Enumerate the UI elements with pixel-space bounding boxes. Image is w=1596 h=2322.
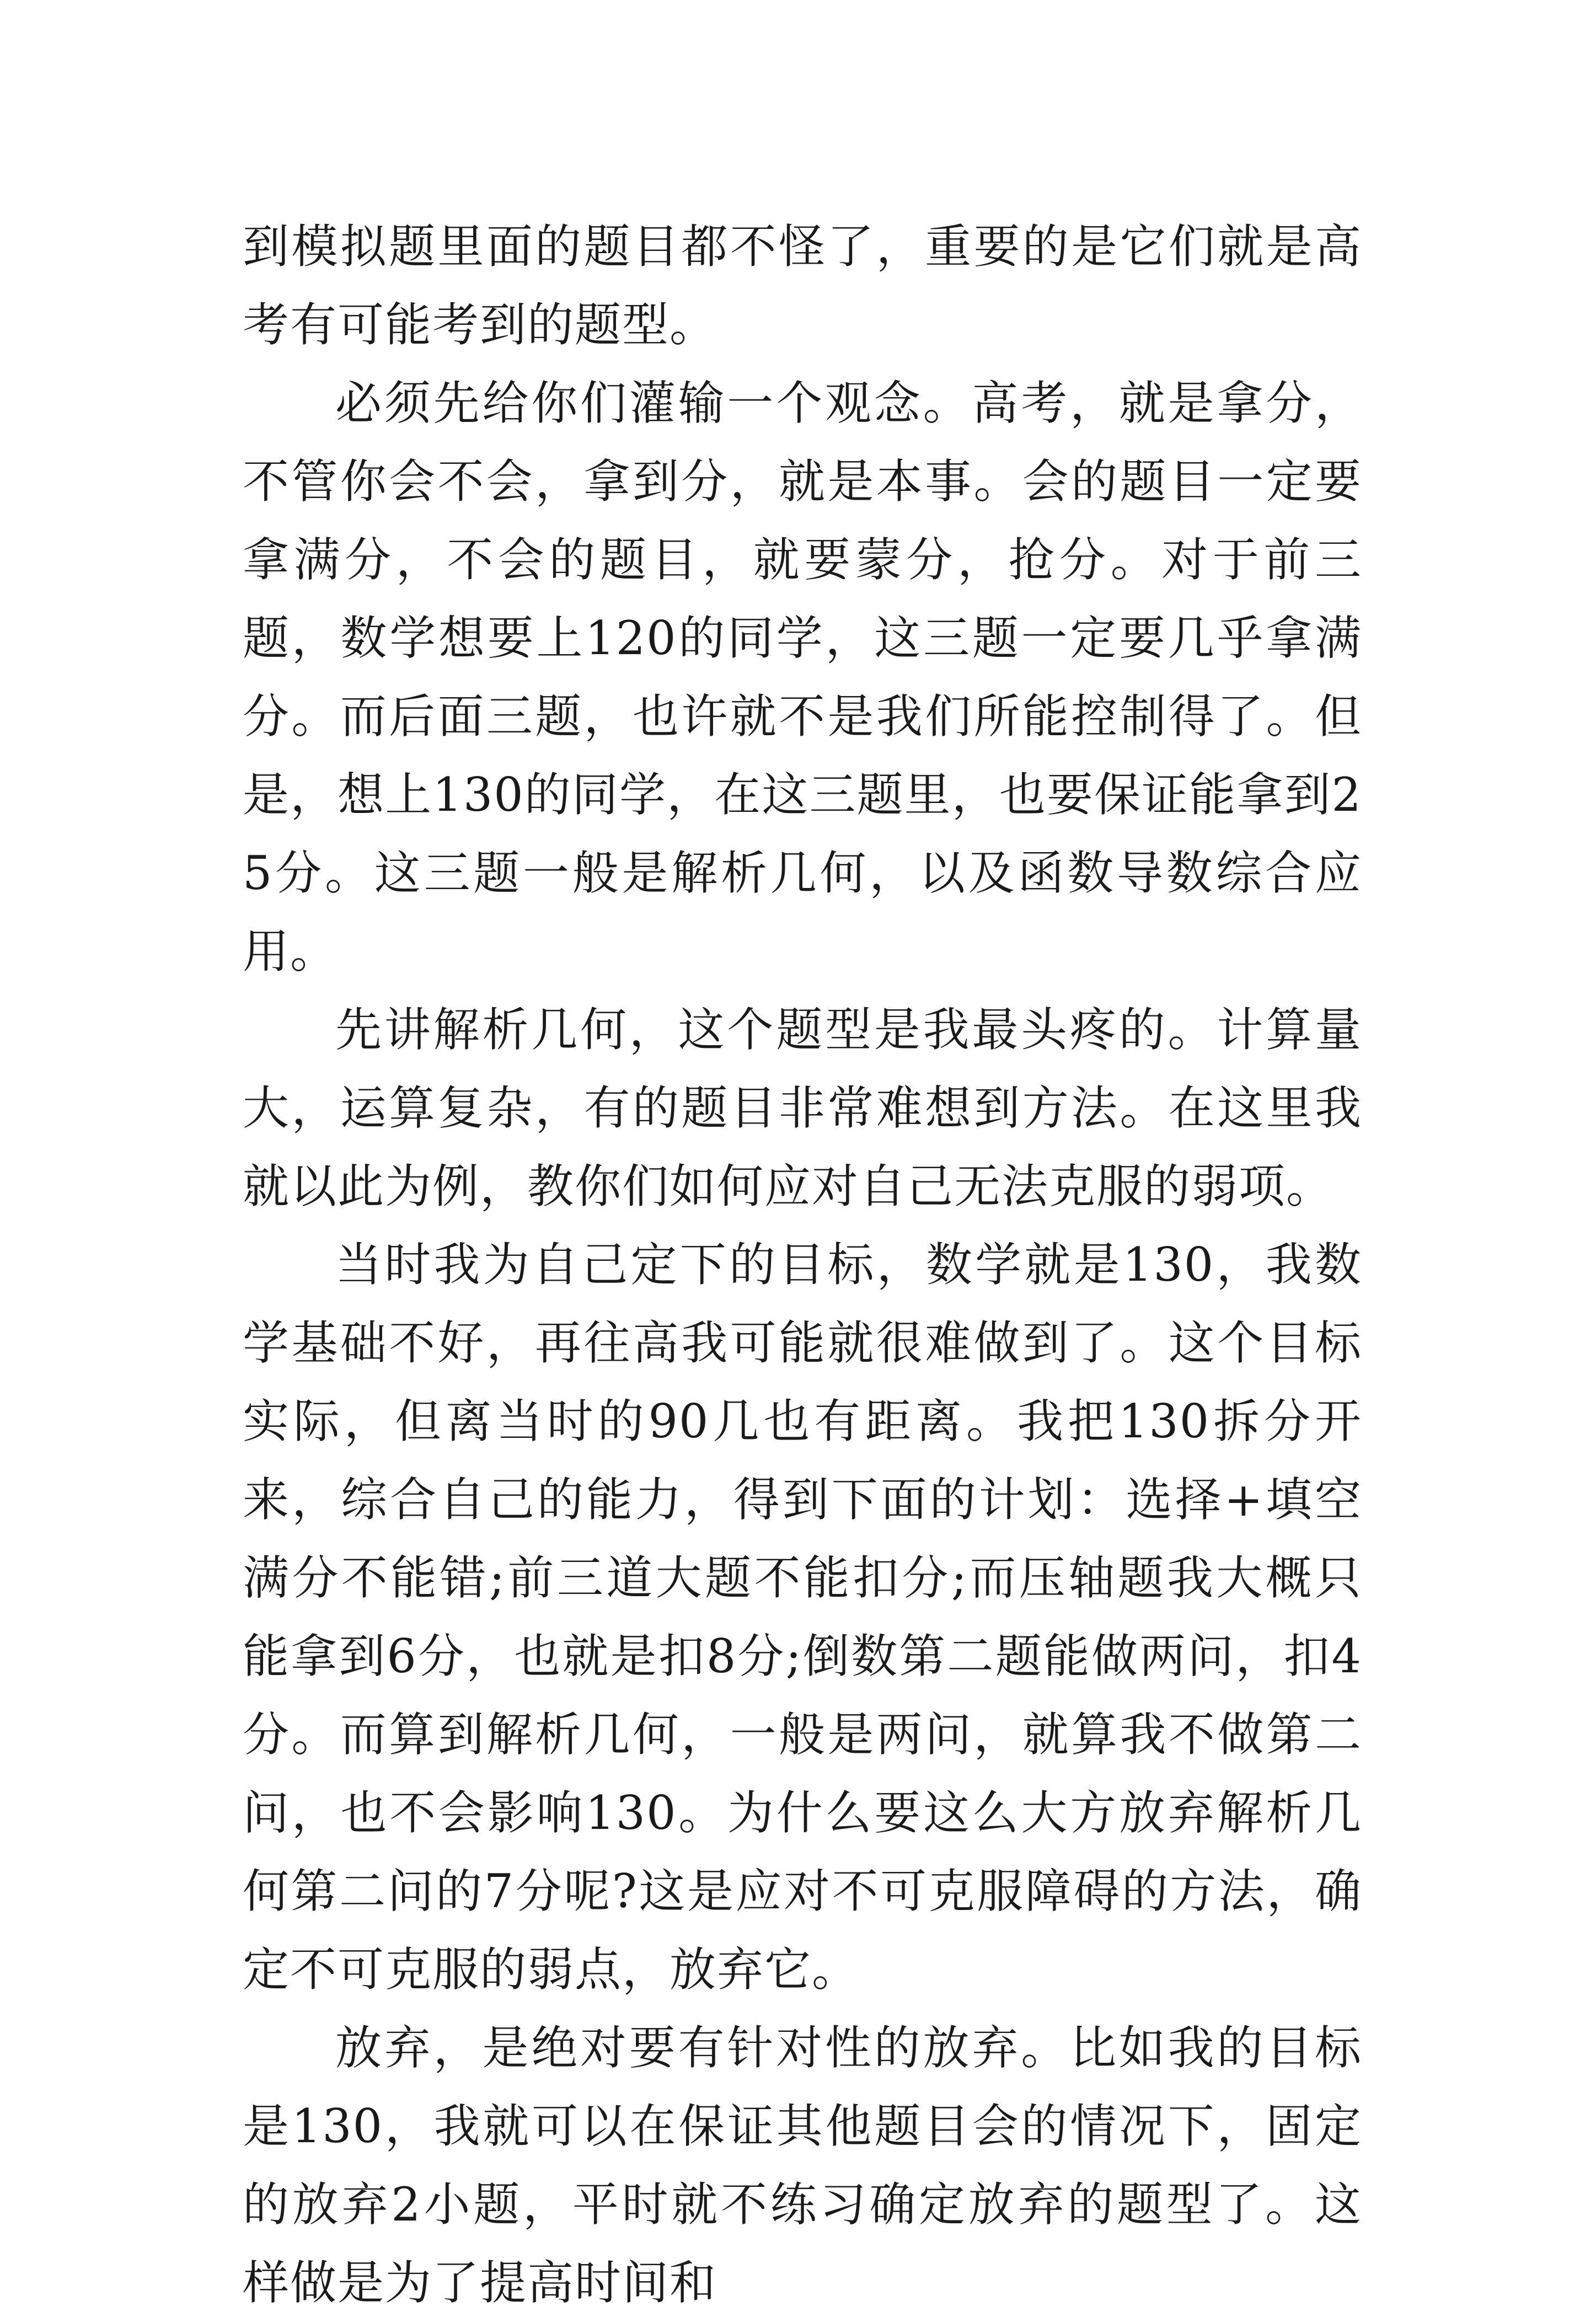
paragraph-2: 必须先给你们灌输一个观念。高考，就是拿分，不管你会不会，拿到分，就是本事。会的题目一定要拿满分，不会的题目，就要蒙分，抢分。对于前三题，数学想要上120的同学，这三题一定要几乎拿满分。而后面三题，也许就不是我们所能控制得了。但是，想上130的同学，在这三题里，也要保证能拿到25分。这三题一般是解析几何，以及函数导数综合应用。: [243, 376, 1362, 978]
paragraph-4: 当时我为自己定下的目标，数学就是130，我数学基础不好，再往高我可能就很难做到了。这个目标实际，但离当时的90几也有距离。我把130拆分开来，综合自己的能力，得到下面的计划：选择+填空满分不能错;前三道大题不能扣分;而压轴题我大概只能拿到6分，也就是扣8分;倒数第二题能做两问，扣4分。而算到解析几何，一般是两问，就算我不做第二问，也不会影响130。为什么要这么大方放弃解析几何第二问的7分呢?这是应对不可克服障碍的方法，确定不可克服的弱点，放弃它。: [243, 1238, 1363, 1997]
paragraph-3: 先讲解析几何，这个题型是我最头疼的。计算量大，运算复杂，有的题目非常难想到方法。在这里我就以此为例，教你们如何应对自己无法克服的弱项。: [243, 1003, 1362, 1213]
document-body: [243, 207, 1362, 2322]
paragraph-5: 放弃，是绝对要有针对性的放弃。比如我的目标是130，我就可以在保证其他题目会的情况下，固定的放弃2小题，平时就不练习确定放弃的题型了。这样做是为了提高时间和: [243, 2021, 1362, 2310]
paragraph-1: 到模拟题里面的题目都不怪了，重要的是它们就是高考有可能考到的题型。: [243, 220, 1362, 352]
